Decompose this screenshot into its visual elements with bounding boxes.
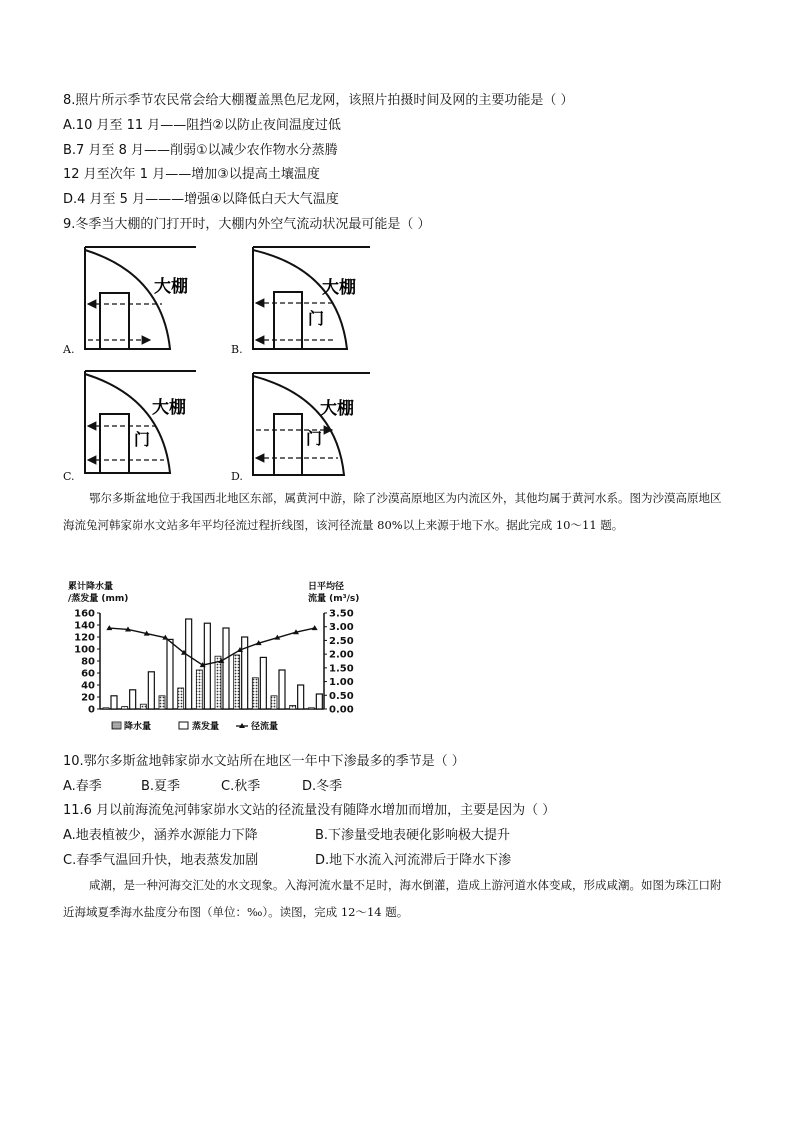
q11-option-d: D.地下水流入河流滞后于降水下渗: [315, 853, 512, 868]
greenhouse-label: 大棚: [320, 399, 354, 419]
evaporation-bar: [111, 696, 117, 709]
evaporation-bar: [279, 670, 285, 709]
q11-stem: 11.6 月以前海流兔河韩家峁水文站的径流量没有随降水增加而增加，主要是因为（ ）: [63, 803, 556, 818]
legend-precipitation-swatch: [112, 722, 121, 729]
precipitation-bar: [196, 670, 202, 709]
evaporation-bar: [167, 639, 173, 709]
evaporation-bar: [186, 619, 192, 709]
q8-option-a: A.10 月至 11 月——阻挡②以防止夜间温度过低: [63, 118, 341, 133]
q10-stem: 10.鄂尔多斯盆地韩家峁水文站所在地区一年中下渗最多的季节是（ ）: [63, 754, 465, 769]
door-label: 门: [308, 309, 325, 328]
figure-a-letter: A.: [63, 343, 75, 356]
greenhouse-label: 大棚: [322, 278, 356, 298]
evaporation-bar: [298, 685, 304, 709]
figure-d-letter: D.: [231, 470, 243, 483]
y-left-tick-label: 40: [81, 680, 95, 692]
y-left-tick-label: 160: [74, 608, 95, 620]
y-left-tick-label: 100: [74, 644, 95, 656]
q11-options-row2: [63, 852, 511, 870]
precipitation-bar: [271, 696, 277, 709]
greenhouse-figure-c: [84, 370, 196, 474]
legend-runoff-label: 径流量: [251, 722, 279, 732]
y-right-tick-label: 1.50: [329, 663, 354, 675]
runoff-point: [312, 625, 318, 630]
precipitation-bar: [103, 708, 109, 709]
legend-evaporation-label: 蒸发量: [192, 722, 220, 732]
q10-option-b: B.夏季: [141, 779, 181, 794]
y-left-tick-label: 20: [81, 692, 95, 704]
evaporation-bar: [148, 672, 154, 709]
y-right-tick-label: 0.50: [329, 690, 354, 702]
q11-option-a: A.地表植被少，涵养水源能力下降: [63, 828, 258, 843]
y-left-tick-label: 140: [74, 620, 95, 632]
q10-option-c: C.秋季: [221, 779, 261, 794]
y-left-label-line1: 累计降水量: [68, 582, 114, 592]
evaporation-bar: [130, 690, 136, 709]
greenhouse-figure-d: [252, 372, 370, 476]
runoff-chart: [66, 579, 370, 737]
precipitation-bar: [178, 688, 184, 709]
evaporation-bar: [260, 657, 266, 709]
y-left-tick-label: 60: [81, 668, 95, 680]
precipitation-bar: [308, 708, 314, 709]
figure-b-letter: B.: [231, 343, 243, 356]
y-right-tick-label: 2.00: [329, 649, 354, 661]
evaporation-bar: [223, 628, 229, 709]
evaporation-bar: [204, 623, 210, 709]
q11-option-c: C.春季气温回升快，地表蒸发加剧: [63, 853, 259, 868]
door-label: 门: [306, 429, 323, 448]
y-left-tick-label: 120: [74, 632, 95, 644]
y-right-label-line1: 日平均径: [308, 582, 345, 592]
precipitation-bar: [234, 655, 240, 709]
q9-stem: 9.冬季当大棚的门打开时，大棚内外空气流动状况最可能是（ ）: [63, 217, 431, 232]
precipitation-bar: [159, 696, 165, 709]
y-right-tick-label: 3.50: [329, 608, 354, 620]
precipitation-bar: [252, 678, 258, 709]
greenhouse-label: 大棚: [154, 277, 188, 297]
y-right-tick-label: 3.00: [329, 622, 354, 634]
evaporation-bar: [316, 694, 322, 709]
runoff-line: [109, 628, 314, 665]
q10-option-d: D.冬季: [302, 779, 343, 794]
door-label: 门: [134, 430, 151, 449]
precipitation-bar: [215, 656, 221, 709]
q8-option-d: D.4 月至 5 月———增强④以降低白天大气温度: [63, 192, 339, 207]
q8-option-b: B.7 月至 8 月——削弱①以减少农作物水分蒸腾: [63, 143, 338, 158]
intro-text: 鄂尔多斯盆地位于我国西北地区东部，属黄河中游，除了沙漠高原地区为内流区外，其他均属于黄河水系。图为沙漠高原地区海流兔河韩家峁水文站多年平均径流过程折线图，该河径流量 80%以上来源于地下水。据此完成 10～11 题。: [63, 491, 722, 532]
precipitation-bar: [122, 707, 128, 709]
y-right-label-line2: 流量 (m³/s): [308, 594, 360, 604]
legend-evaporation-swatch: [179, 722, 188, 729]
q8-option-c: 12 月至次年 1 月——增加③以提高土壤温度: [63, 167, 320, 182]
y-left-label-line2: /蒸发量 (mm): [68, 594, 129, 604]
y-right-tick-label: 1.00: [329, 677, 354, 689]
intro-paragraph-ordos: [63, 485, 731, 539]
legend-precipitation-label: 降水量: [124, 722, 152, 732]
y-left-tick-label: 0: [88, 704, 95, 716]
intro-text: 咸潮，是一种河海交汇处的水文现象。入海河流水量不足时，海水倒灌，造成上游河道水体变咸，形成咸潮。如图为珠江口附近海域夏季海水盐度分布图（单位：‰）。读图，完成 12～14 题。: [63, 878, 722, 919]
q11-options-row1: [63, 827, 510, 845]
q10-option-a: A.春季: [63, 779, 102, 794]
greenhouse-figure-b: [252, 246, 370, 350]
greenhouse-figure-a: [84, 246, 196, 350]
y-right-tick-label: 0.00: [329, 704, 354, 716]
precipitation-bar: [290, 705, 296, 709]
q8-stem: 8.照片所示季节农民常会给大棚覆盖黑色尼龙网，该照片拍摄时间及网的主要功能是（ ）: [63, 93, 574, 108]
q10-options: [63, 778, 342, 796]
precipitation-bar: [140, 704, 146, 709]
q11-option-b: B.下渗量受地表硬化影响极大提升: [315, 828, 511, 843]
greenhouse-label: 大棚: [152, 398, 186, 418]
intro-paragraph-saltwater: [63, 872, 731, 926]
y-right-tick-label: 2.50: [329, 635, 354, 647]
figure-c-letter: C.: [63, 470, 75, 483]
y-left-tick-label: 80: [81, 656, 95, 668]
